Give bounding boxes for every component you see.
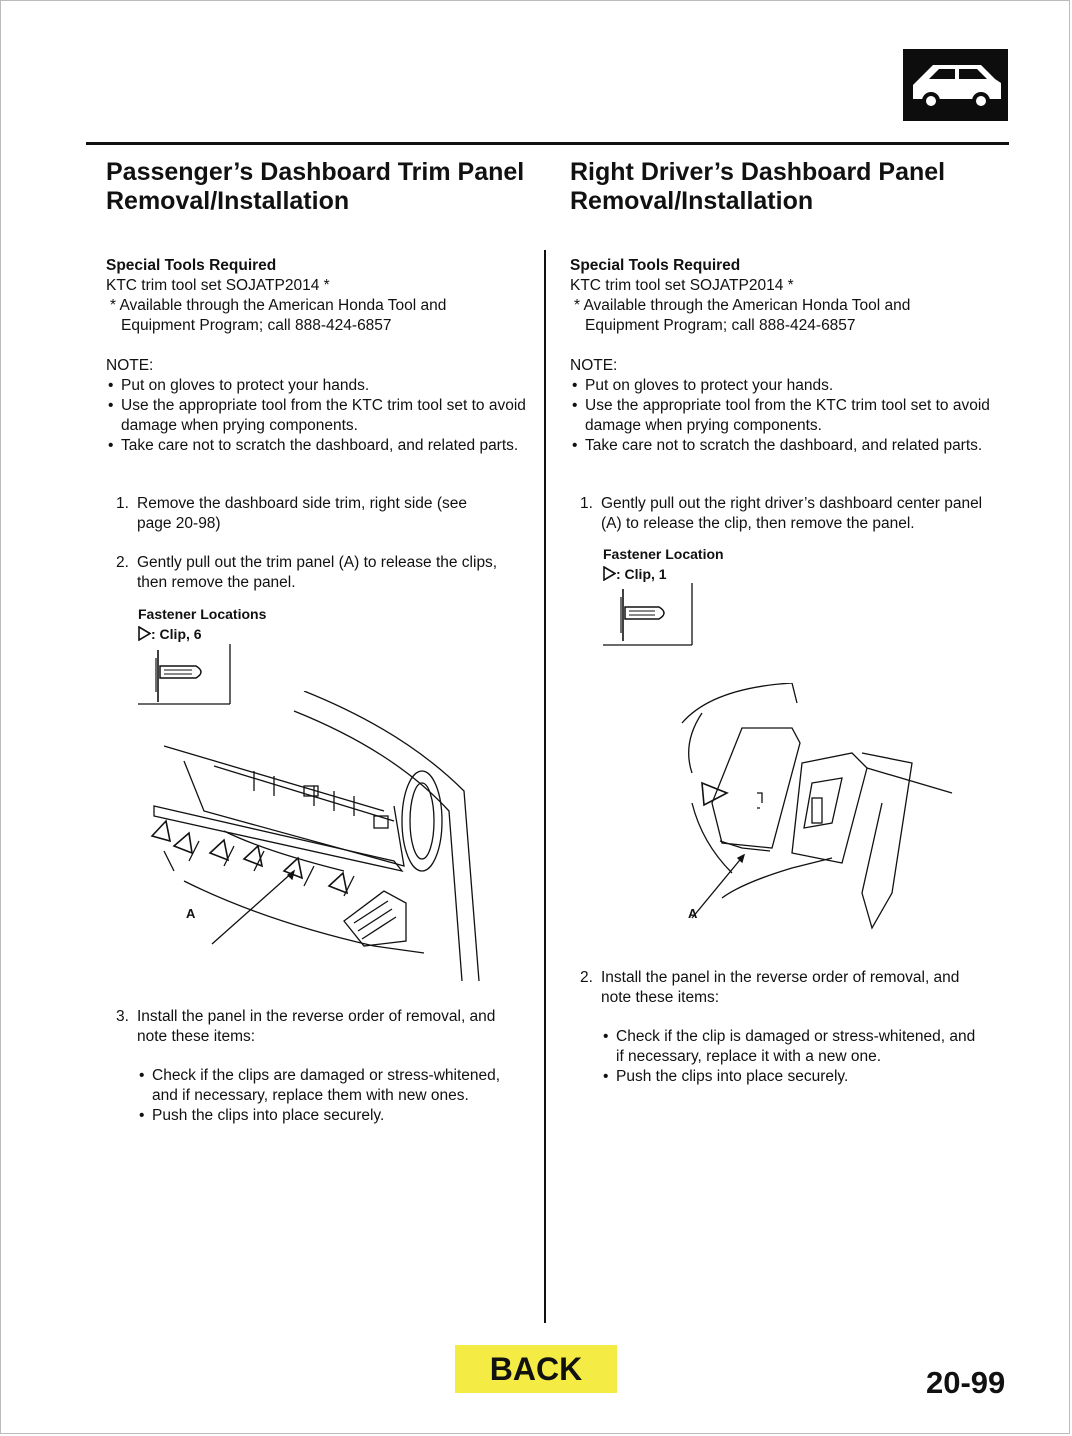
right-tool-note-1: * Available through the American Honda Tool and xyxy=(574,297,911,314)
right-column xyxy=(570,158,1000,1085)
column-divider xyxy=(544,250,546,1323)
left-note-item: • Put on gloves to protect your hands. xyxy=(106,376,531,396)
left-tool-note-2: Equipment Program; call 888-424-6857 xyxy=(121,317,392,334)
step-number: 3. xyxy=(116,1008,129,1025)
left-step3-list xyxy=(137,1066,502,1126)
callout-label-a: A xyxy=(688,906,698,921)
page-number: 20-99 xyxy=(926,1365,1006,1400)
right-driver-panel-illustration xyxy=(652,683,962,943)
right-fastener-legend xyxy=(603,546,724,582)
right-title xyxy=(570,158,1000,216)
right-step2-list xyxy=(601,1027,986,1087)
right-title-line1: Right Driver’s Dashboard Panel xyxy=(570,158,946,186)
right-note-section xyxy=(570,356,995,456)
left-title xyxy=(106,158,536,216)
right-tools-section xyxy=(570,256,1010,336)
step-text: Gently pull out the right driver’s dashboard center panel (A) to release the clip, then remove the panel. xyxy=(601,495,983,532)
right-title-line2: Removal/Installation xyxy=(570,187,814,215)
step-text: Remove the dashboard side trim, right side (see page 20-98) xyxy=(137,495,467,532)
left-step-2 xyxy=(106,553,506,593)
right-note-item: • Put on gloves to protect your hands. xyxy=(570,376,995,396)
right-note-item: • Take care not to scratch the dashboard, and related parts. xyxy=(570,436,995,456)
callout-label-a: A xyxy=(186,906,196,921)
fastener-clip-label: : Clip, 6 xyxy=(138,626,266,642)
left-title-line1: Passenger’s Dashboard Trim Panel xyxy=(106,158,525,186)
right-note-heading: NOTE: xyxy=(570,357,618,374)
left-column xyxy=(106,158,536,1124)
left-note-list xyxy=(106,376,531,456)
right-step-1 xyxy=(570,494,1000,534)
left-note-heading: NOTE: xyxy=(106,357,154,374)
left-tool-line: KTC trim tool set SOJATP2014 * xyxy=(106,277,330,294)
fastener-title: Fastener Locations xyxy=(138,606,267,622)
left-title-line2: Removal/Installation xyxy=(106,187,350,215)
fastener-clip-label: : Clip, 1 xyxy=(603,566,724,582)
left-tools-section xyxy=(106,256,546,336)
back-button[interactable]: BACK xyxy=(455,1345,617,1393)
step-number: 1. xyxy=(116,495,129,512)
left-note-section xyxy=(106,356,531,456)
left-tool-note-1: * Available through the American Honda Tool and xyxy=(110,297,447,314)
header-rule xyxy=(86,142,1009,145)
left-step-3 xyxy=(106,1007,516,1047)
left-note-item: • Use the appropriate tool from the KTC trim tool set to avoid damage when prying components. xyxy=(106,396,531,436)
car-body-icon xyxy=(903,49,1008,121)
right-tools-heading: Special Tools Required xyxy=(570,257,741,274)
left-fastener-legend xyxy=(138,606,266,642)
step-text: Install the panel in the reverse order of removal, and note these items: xyxy=(137,1008,496,1045)
right-step-2 xyxy=(570,968,980,1008)
right-note-list xyxy=(570,376,995,456)
right-note-item: • Use the appropriate tool from the KTC trim tool set to avoid damage when prying components. xyxy=(570,396,995,436)
fastener-title: Fastener Location xyxy=(603,546,724,562)
clip-triangle-icon xyxy=(138,626,151,641)
left-note-item: • Take care not to scratch the dashboard, and related parts. xyxy=(106,436,531,456)
left-tools-heading: Special Tools Required xyxy=(106,257,277,274)
clip-triangle-icon xyxy=(603,566,616,581)
step-text: Gently pull out the trim panel (A) to release the clips, then remove the panel. xyxy=(137,554,498,591)
list-item: • Check if the clips are damaged or stress-whitened, and if necessary, replace them with new ones. xyxy=(137,1066,502,1106)
passenger-trim-panel-illustration xyxy=(144,691,494,981)
step-text: Install the panel in the reverse order of removal, and note these items: xyxy=(601,969,960,1006)
step-number: 2. xyxy=(580,969,593,986)
list-item: • Check if the clip is damaged or stress-whitened, and if necessary, replace it with a new one. xyxy=(601,1027,986,1067)
right-tool-line: KTC trim tool set SOJATP2014 * xyxy=(570,277,794,294)
right-tool-note-2: Equipment Program; call 888-424-6857 xyxy=(585,317,856,334)
list-item: • Push the clips into place securely. xyxy=(137,1106,502,1126)
left-step-1 xyxy=(106,494,476,534)
right-clip-symbol-icon xyxy=(603,583,695,647)
list-item: • Push the clips into place securely. xyxy=(601,1067,986,1087)
step-number: 2. xyxy=(116,554,129,571)
step-number: 1. xyxy=(580,495,593,512)
